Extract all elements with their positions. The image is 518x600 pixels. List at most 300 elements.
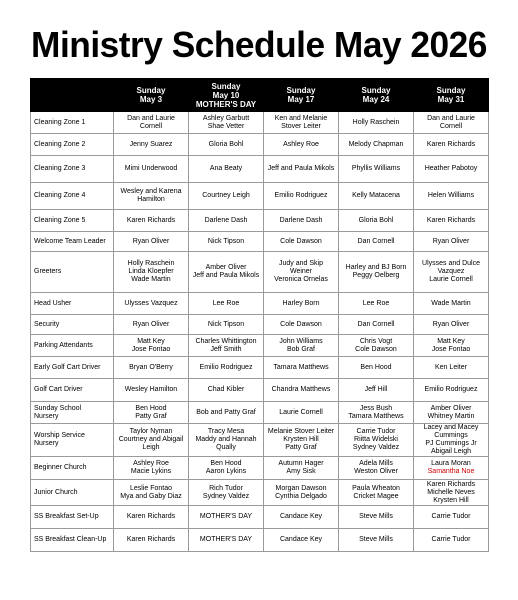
- assignee-name: Michelle Neves: [427, 488, 475, 496]
- assignee-name: Dan and Laurie: [127, 114, 175, 122]
- table-row: [31, 293, 489, 315]
- assignee-name: Peggy Oelberg: [352, 272, 400, 279]
- assignment-cell: [189, 112, 264, 134]
- assignee-name: Ben Hood: [360, 363, 392, 371]
- role-label: Cleaning Zone 1: [34, 118, 86, 126]
- assignment-cell: [339, 480, 414, 506]
- table-row: [31, 315, 489, 335]
- assignment-cell: [339, 357, 414, 379]
- date-header-line: Sunday: [436, 86, 466, 95]
- assignment-cell: [264, 480, 339, 506]
- role-cell: [31, 402, 114, 424]
- role-cell: [31, 232, 114, 252]
- assignment-cell: [339, 506, 414, 529]
- assignee-name: Maddy and Hannah: [195, 436, 257, 443]
- assignee-name: Amber Oliver: [430, 404, 472, 412]
- assignment-cell: [189, 402, 264, 424]
- assignment-cell: [339, 402, 414, 424]
- assignee-name: Ryan Oliver: [132, 320, 170, 328]
- assignment-cell: [414, 335, 489, 357]
- assignee-name: Macie Lykins: [130, 468, 172, 475]
- assignment-cell: [339, 232, 414, 252]
- assignment-cell: [414, 506, 489, 529]
- role-cell: [31, 134, 114, 156]
- assignment-cell: [339, 315, 414, 335]
- assignee-name: MOTHER'S DAY: [199, 536, 253, 543]
- page-title: Ministry Schedule May 2026: [31, 24, 487, 65]
- header-row: [31, 79, 489, 112]
- assignment-cell: [414, 357, 489, 379]
- assignee-name: Jess Bush: [359, 404, 393, 412]
- assignment-cell: [189, 156, 264, 183]
- assignment-cell: [414, 134, 489, 156]
- assignee-name: Jeff Smith: [210, 345, 242, 353]
- assignee-name: Samantha Noe: [427, 468, 475, 475]
- table-row: [31, 379, 489, 402]
- assignee-name: Darlene Dash: [204, 216, 248, 224]
- assignee-name: Karen Richards: [126, 513, 176, 520]
- date-header: [264, 79, 339, 112]
- table-row: [31, 210, 489, 232]
- assignment-cell: [264, 335, 339, 357]
- assignee-name: PJ Cummings Jr: [425, 440, 477, 447]
- assignment-cell: [114, 480, 189, 506]
- assignee-name: Jose Fontao: [131, 345, 171, 353]
- assignee-name: Ben Hood: [135, 404, 167, 412]
- assignee-name: Paula Wheaton: [352, 484, 400, 492]
- assignee-name: Wade Martin: [431, 299, 471, 307]
- assignment-cell: [339, 134, 414, 156]
- assignee-name: Ashley Garbutt: [202, 114, 250, 122]
- date-header: [114, 79, 189, 112]
- assignment-cell: [189, 529, 264, 552]
- assignee-name: Jose Fontao: [431, 345, 471, 353]
- assignment-cell: [114, 424, 189, 457]
- assignee-name: Veronica Ornelas: [274, 276, 328, 283]
- assignee-name: Mimi Underwood: [124, 165, 178, 172]
- assignee-name: Harley and BJ Born: [345, 264, 407, 271]
- role-cell: [31, 156, 114, 183]
- assignee-name: Lacey and Macey: [423, 424, 479, 431]
- assignee-name: Cole Dawson: [280, 237, 322, 245]
- assignment-cell: [189, 293, 264, 315]
- assignee-name: MOTHER'S DAY: [199, 513, 253, 520]
- role-cell: [31, 183, 114, 210]
- assignee-name: Abigail Leigh: [430, 448, 472, 455]
- role-label: SS Breakfast Clean-Up: [34, 536, 107, 543]
- role-label: Welcome Team Leader: [34, 237, 106, 245]
- role-cell: [31, 480, 114, 506]
- assignment-cell: [114, 210, 189, 232]
- assignment-cell: [114, 232, 189, 252]
- assignee-name: Shae Vetter: [207, 122, 245, 130]
- assignee-name: Taylor Nyman: [129, 428, 173, 435]
- assignment-cell: [264, 506, 339, 529]
- assignment-cell: [414, 112, 489, 134]
- assignee-name: Chad Kibler: [207, 386, 245, 393]
- assignment-cell: [264, 424, 339, 457]
- table-row: [31, 357, 489, 379]
- assignee-name: Dan and Laurie: [427, 114, 475, 122]
- role-cell: [31, 529, 114, 552]
- assignment-cell: [114, 506, 189, 529]
- assignee-name: Krysten Hill: [433, 496, 469, 504]
- table-row: [31, 134, 489, 156]
- assignment-cell: [264, 232, 339, 252]
- assignee-name: Cornell: [139, 122, 163, 130]
- assignee-name: John Williams: [279, 337, 323, 345]
- assignment-cell: [339, 210, 414, 232]
- assignee-name: Rich Tudor: [209, 484, 243, 492]
- date-header: [339, 79, 414, 112]
- assignment-cell: [264, 529, 339, 552]
- assignee-name: Jeff and Paula Mikols: [267, 165, 335, 172]
- assignee-name: Harley Born: [282, 299, 320, 307]
- role-cell: [31, 457, 114, 480]
- assignee-name: Cole Dawson: [355, 345, 397, 353]
- role-label: Cleaning Zone 3: [34, 165, 86, 172]
- assignee-name: Karen Richards: [426, 140, 476, 148]
- assignee-name: Cornell: [439, 122, 463, 130]
- assignee-name: Heather Pabotoy: [424, 165, 478, 172]
- assignment-cell: [189, 210, 264, 232]
- assignee-name: Cummings: [434, 432, 468, 439]
- assignee-name: Matt Key: [437, 337, 465, 345]
- role-label: Junior Church: [34, 488, 78, 496]
- assignment-cell: [189, 335, 264, 357]
- assignee-name: Sydney Valdez: [352, 444, 400, 451]
- assignee-name: Carrie Tudor: [356, 428, 396, 435]
- assignee-name: Ben Hood: [210, 460, 242, 467]
- role-label: Security: [34, 320, 60, 328]
- schedule-body: [31, 112, 489, 552]
- role-label: Golf Cart Driver: [34, 386, 83, 393]
- assignee-name: Chandra Matthews: [271, 386, 331, 393]
- schedule-table: [30, 78, 489, 552]
- role-label: Cleaning Zone 5: [34, 216, 86, 224]
- assignment-cell: [264, 134, 339, 156]
- role-cell: [31, 379, 114, 402]
- assignment-cell: [414, 183, 489, 210]
- date-header-line: May 17: [287, 95, 315, 104]
- assignee-name: Ashley Roe: [133, 460, 169, 467]
- assignee-name: Laurie Cornell: [279, 408, 323, 416]
- assignee-name: Ulysses and Dulce: [422, 260, 480, 267]
- assignment-cell: [189, 506, 264, 529]
- assignee-name: Ryan Oliver: [132, 237, 170, 245]
- assignment-cell: [189, 424, 264, 457]
- assignment-cell: [414, 156, 489, 183]
- assignee-name: Nick Tipson: [207, 320, 245, 328]
- assignee-name: Candace Key: [279, 536, 323, 543]
- table-row: [31, 480, 489, 506]
- assignee-name: Tamara Matthews: [348, 412, 404, 420]
- assignee-name: Charles Whittington: [195, 337, 257, 345]
- assignment-cell: [414, 232, 489, 252]
- assignment-cell: [114, 315, 189, 335]
- assignment-cell: [414, 457, 489, 480]
- assignment-cell: [339, 335, 414, 357]
- assignee-name: Amy Sisk: [286, 468, 316, 475]
- assignee-name: Karen Richards: [426, 216, 476, 224]
- assignee-name: Matt Key: [137, 337, 165, 345]
- date-header-line: May 24: [362, 95, 390, 104]
- assignee-name: Weiner: [289, 268, 313, 275]
- assignee-name: Karen Richards: [126, 216, 176, 224]
- assignee-name: Courtney and Abigail: [118, 436, 184, 443]
- assignee-name: Jenny Suarez: [129, 140, 173, 148]
- role-cell: [31, 210, 114, 232]
- role-label: Beginner Church: [34, 464, 87, 471]
- assignment-cell: [414, 402, 489, 424]
- schedule-header: [31, 79, 489, 112]
- role-label: SS Breakfast Set-Up: [34, 513, 99, 520]
- assignment-cell: [264, 183, 339, 210]
- assignee-name: Stover Leiter: [281, 122, 321, 130]
- table-row: [31, 112, 489, 134]
- assignment-cell: [114, 252, 189, 293]
- assignment-cell: [414, 315, 489, 335]
- role-cell: [31, 252, 114, 293]
- table-row: [31, 183, 489, 210]
- assignment-cell: [414, 480, 489, 506]
- date-header-line: Sunday: [361, 86, 391, 95]
- role-label: Nursery: [34, 440, 59, 447]
- assignment-cell: [339, 529, 414, 552]
- date-header-line: Sunday: [136, 86, 166, 95]
- table-row: [31, 232, 489, 252]
- assignee-name: Autumn Hager: [278, 460, 324, 467]
- assignment-cell: [114, 112, 189, 134]
- assignee-name: Cole Dawson: [280, 320, 322, 328]
- assignee-name: Weston Oliver: [354, 468, 398, 475]
- assignment-cell: [339, 252, 414, 293]
- assignee-name: Emilio Rodriguez: [274, 192, 328, 199]
- assignment-cell: [264, 315, 339, 335]
- role-cell: [31, 506, 114, 529]
- table-row: [31, 156, 489, 183]
- assignment-cell: [339, 293, 414, 315]
- assignee-name: Gloria Bohl: [358, 216, 394, 224]
- assignment-cell: [189, 315, 264, 335]
- role-label: Sunday School: [34, 404, 82, 412]
- assignee-name: Aaron Lykins: [205, 468, 247, 475]
- assignee-name: Phyllis Williams: [351, 165, 401, 172]
- assignee-name: Steve Mills: [359, 513, 393, 520]
- assignee-name: Morgan Dawson: [275, 484, 327, 492]
- assignee-name: Ryan Oliver: [432, 320, 470, 328]
- table-row: [31, 424, 489, 457]
- role-label: Cleaning Zone 2: [34, 140, 86, 148]
- assignee-name: Steve Mills: [359, 536, 393, 543]
- assignment-cell: [264, 252, 339, 293]
- assignee-name: Darlene Dash: [279, 216, 323, 224]
- assignment-cell: [189, 357, 264, 379]
- assignment-cell: [114, 183, 189, 210]
- assignee-name: Wade Martin: [131, 276, 171, 283]
- assignee-name: Bob and Patty Graf: [196, 408, 256, 416]
- assignment-cell: [339, 156, 414, 183]
- assignment-cell: [414, 424, 489, 457]
- header-corner: [31, 79, 114, 112]
- assignment-cell: [264, 156, 339, 183]
- assignment-cell: [189, 183, 264, 210]
- assignee-name: Lee Roe: [362, 299, 390, 307]
- assignee-name: Patty Graf: [285, 444, 317, 451]
- table-row: [31, 529, 489, 552]
- assignment-cell: [264, 457, 339, 480]
- table-row: [31, 457, 489, 480]
- assignment-cell: [414, 293, 489, 315]
- table-row: [31, 506, 489, 529]
- role-label: Head Usher: [34, 299, 72, 307]
- assignee-name: Linda Kloepfer: [128, 268, 174, 275]
- assignee-name: Bob Graf: [286, 345, 315, 353]
- date-header-line: MOTHER'S DAY: [195, 99, 257, 109]
- assignee-name: Nick Tipson: [207, 237, 245, 245]
- assignment-cell: [264, 210, 339, 232]
- role-cell: [31, 424, 114, 457]
- assignee-name: Holly Raschein: [127, 260, 175, 267]
- role-label: Nursery: [34, 412, 59, 420]
- assignment-cell: [189, 134, 264, 156]
- assignee-name: Hamilton: [137, 196, 165, 203]
- assignee-name: Kelly Matacena: [352, 192, 400, 199]
- assignee-name: Leigh: [142, 444, 160, 451]
- assignment-cell: [339, 457, 414, 480]
- assignee-name: Ulysses Vazquez: [124, 299, 178, 307]
- assignment-cell: [339, 112, 414, 134]
- assignee-name: Tracy Mesa: [207, 428, 245, 435]
- assignee-name: Laura Moran: [431, 460, 471, 467]
- assignment-cell: [264, 112, 339, 134]
- assignee-name: Vazquez: [437, 268, 465, 275]
- assignee-name: Mya and Gaby Diaz: [120, 492, 182, 500]
- assignee-name: Carrie Tudor: [431, 536, 471, 543]
- assignee-name: Amber Oliver: [205, 264, 247, 271]
- assignee-name: Emilio Rodriguez: [199, 363, 253, 371]
- assignment-cell: [264, 379, 339, 402]
- assignment-cell: [114, 156, 189, 183]
- assignee-name: Tamara Matthews: [273, 363, 329, 371]
- date-header-line: Sunday: [211, 81, 241, 91]
- assignment-cell: [339, 183, 414, 210]
- assignee-name: Gloria Bohl: [208, 140, 244, 148]
- assignee-name: Karen Richards: [426, 480, 476, 488]
- assignment-cell: [114, 293, 189, 315]
- assignee-name: Judy and Skip: [279, 260, 323, 267]
- assignee-name: Cynthia Delgado: [275, 492, 327, 500]
- assignee-name: Jeff and Paula Mikols: [192, 272, 260, 279]
- assignment-cell: [264, 293, 339, 315]
- date-header-line: May 31: [437, 95, 465, 104]
- role-label: Early Golf Cart Driver: [34, 363, 101, 371]
- assignment-cell: [189, 480, 264, 506]
- role-cell: [31, 357, 114, 379]
- assignment-cell: [414, 529, 489, 552]
- assignee-name: Dan Cornell: [357, 320, 395, 328]
- assignee-name: Leslie Fontao: [129, 484, 173, 492]
- role-cell: [31, 112, 114, 134]
- assignment-cell: [114, 134, 189, 156]
- date-header-line: May 3: [139, 95, 163, 104]
- date-header: [189, 79, 264, 112]
- assignee-name: Lee Roe: [212, 299, 240, 307]
- assignee-name: Courtney Leigh: [202, 192, 250, 199]
- assignment-cell: [414, 210, 489, 232]
- date-header: [414, 79, 489, 112]
- table-row: [31, 402, 489, 424]
- role-label: Cleaning Zone 4: [34, 192, 86, 199]
- assignee-name: Melanie Stover Leiter: [267, 428, 335, 435]
- assignment-cell: [264, 357, 339, 379]
- assignee-name: Ken and Melanie: [274, 114, 328, 122]
- assignment-cell: [189, 252, 264, 293]
- role-label: Worship Service: [34, 432, 85, 439]
- table-row: [31, 335, 489, 357]
- assignment-cell: [114, 402, 189, 424]
- role-cell: [31, 335, 114, 357]
- role-label: Parking Attendants: [34, 341, 93, 349]
- assignee-name: Holly Raschein: [352, 118, 400, 126]
- assignee-name: Ryan Oliver: [432, 237, 470, 245]
- assignee-name: Whitney Martin: [427, 412, 475, 420]
- assignee-name: Helen Williams: [427, 192, 475, 199]
- assignment-cell: [339, 424, 414, 457]
- assignee-name: Patty Graf: [135, 412, 167, 420]
- assignment-cell: [339, 379, 414, 402]
- assignment-cell: [264, 402, 339, 424]
- assignee-name: Ana Beaty: [209, 165, 243, 172]
- assignment-cell: [114, 357, 189, 379]
- role-cell: [31, 293, 114, 315]
- assignment-cell: [414, 379, 489, 402]
- assignee-name: Karen Richards: [126, 536, 176, 543]
- assignment-cell: [114, 379, 189, 402]
- assignee-name: Carrie Tudor: [431, 513, 471, 520]
- role-label: Greeters: [34, 268, 62, 275]
- assignee-name: Dan Cornell: [357, 237, 395, 245]
- assignee-name: Sydney Valdez: [202, 492, 250, 500]
- assignee-name: Emilio Rodriguez: [424, 386, 478, 393]
- assignee-name: Wesley Hamilton: [124, 386, 178, 393]
- assignee-name: Riitta Widelski: [354, 436, 398, 443]
- assignee-name: Cricket Magee: [353, 492, 399, 500]
- assignment-cell: [114, 457, 189, 480]
- date-header-line: May 10: [212, 90, 240, 100]
- assignee-name: Melody Chapman: [348, 140, 404, 148]
- assignee-name: Wesley and Karena: [120, 188, 182, 195]
- assignee-name: Candace Key: [279, 513, 323, 520]
- assignment-cell: [414, 252, 489, 293]
- assignee-name: Qually: [216, 444, 236, 451]
- assignee-name: Chris Vogt: [359, 337, 393, 345]
- assignee-name: Laurie Cornell: [429, 276, 473, 283]
- assignee-name: Ken Leiter: [435, 363, 467, 371]
- role-cell: [31, 315, 114, 335]
- assignee-name: Adela Mills: [359, 460, 393, 467]
- assignee-name: Ashley Roe: [283, 140, 319, 148]
- assignment-cell: [189, 457, 264, 480]
- assignee-name: Bryan O'Berry: [129, 363, 173, 371]
- assignment-cell: [114, 335, 189, 357]
- assignee-name: Krysten Hill: [283, 436, 319, 443]
- assignment-cell: [189, 232, 264, 252]
- date-header-line: Sunday: [286, 86, 316, 95]
- assignee-name: Jeff Hill: [364, 386, 388, 393]
- table-row: [31, 252, 489, 293]
- assignment-cell: [114, 529, 189, 552]
